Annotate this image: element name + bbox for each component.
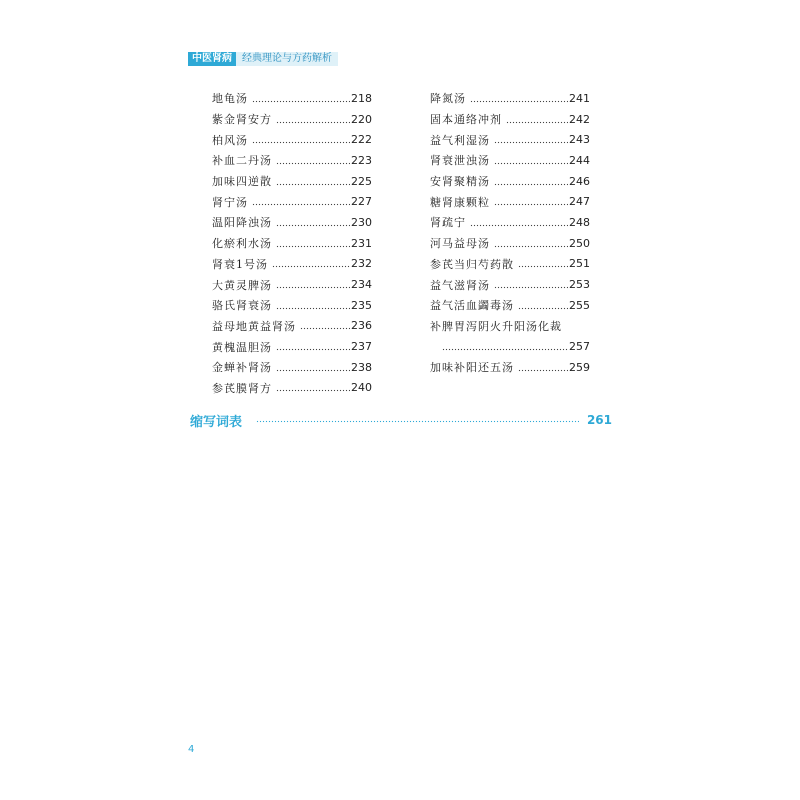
toc-entry[interactable] — [430, 233, 590, 254]
toc-entry[interactable] — [212, 336, 372, 357]
toc-entry-title: 黄槐温胆汤 — [212, 340, 272, 354]
toc-entry-page: 259 — [569, 360, 590, 374]
toc-entry-title: 补脾胃泻阴火升阳汤化裁 — [430, 319, 562, 333]
toc-right-column — [430, 88, 590, 378]
toc-entry-page: 237 — [351, 340, 372, 354]
toc-entry[interactable] — [430, 150, 590, 171]
leader-dots — [276, 217, 350, 228]
toc-entry-title: 河马益母汤 — [430, 237, 490, 251]
leader-dots — [494, 196, 568, 207]
leader-dots — [276, 382, 350, 393]
toc-entry-page: 255 — [569, 298, 590, 312]
toc-entry[interactable] — [212, 150, 372, 171]
toc-entry-title: 大黄灵脾汤 — [212, 278, 272, 292]
toc-entry[interactable] — [212, 109, 372, 130]
toc-entry[interactable] — [212, 316, 372, 337]
leader-dots — [276, 114, 350, 125]
toc-entry-title: 益气滋肾汤 — [430, 278, 490, 292]
running-header — [188, 52, 338, 66]
leader-dots — [506, 114, 568, 125]
leader-dots — [518, 258, 568, 269]
toc-entry[interactable] — [212, 295, 372, 316]
leader-dots — [442, 341, 568, 352]
toc-entry[interactable] — [212, 378, 372, 399]
toc-entry-page: 231 — [351, 236, 372, 250]
toc-entry[interactable] — [212, 274, 372, 295]
toc-section-abbreviations[interactable] — [190, 410, 612, 430]
toc-entry-page: 250 — [569, 236, 590, 250]
toc-entry-page: 236 — [351, 319, 372, 333]
leader-dots — [276, 279, 350, 290]
toc-entry[interactable] — [212, 357, 372, 378]
toc-entry-title: 安肾聚精汤 — [430, 175, 490, 189]
toc-entry-title: 肾疏宁 — [430, 216, 466, 230]
leader-dots — [252, 93, 350, 104]
section-title: 缩写词表 — [190, 414, 243, 430]
leader-dots — [276, 362, 350, 373]
section-page: 261 — [586, 413, 612, 427]
leader-dots — [276, 300, 350, 311]
leader-dots — [494, 279, 568, 290]
toc-entry[interactable] — [430, 171, 590, 192]
toc-entry[interactable] — [212, 191, 372, 212]
toc-entry-page: 218 — [351, 91, 372, 105]
toc-entry-title: 柏风汤 — [212, 133, 248, 147]
toc-entry-page: 253 — [569, 278, 590, 292]
toc-entry[interactable] — [430, 295, 590, 316]
toc-entry[interactable] — [212, 212, 372, 233]
toc-entry-title: 化瘀利水汤 — [212, 237, 272, 251]
toc-entry[interactable] — [430, 129, 590, 150]
toc-entry-title: 骆氏肾衰汤 — [212, 299, 272, 313]
leader-dots — [272, 258, 350, 269]
toc-entry-page: 246 — [569, 174, 590, 188]
leader-dots — [300, 320, 350, 331]
leader-dots — [276, 176, 350, 187]
toc-entry-page: 220 — [351, 112, 372, 126]
toc-entry-page: 232 — [351, 257, 372, 271]
toc-entry-title: 参芪膜肾方 — [212, 381, 272, 395]
toc-entry[interactable] — [212, 171, 372, 192]
toc-entry[interactable] — [430, 88, 590, 109]
leader-dots — [518, 300, 568, 311]
leader-dots — [276, 341, 350, 352]
toc-entry-page: 227 — [351, 195, 372, 209]
toc-entry-page: 223 — [351, 153, 372, 167]
toc-entry-page: 242 — [569, 112, 590, 126]
toc-entry-title: 地龟汤 — [212, 92, 248, 106]
toc-entry-title: 补血二丹汤 — [212, 154, 272, 168]
toc-entry[interactable] — [430, 357, 590, 378]
toc-entry-title: 固本通络冲剂 — [430, 113, 502, 127]
page-number: 4 — [188, 744, 195, 755]
leader-dots — [256, 414, 579, 426]
toc-entry-title: 降氮汤 — [430, 92, 466, 106]
toc-left-column — [212, 88, 372, 398]
toc-entry-page: 235 — [351, 298, 372, 312]
toc-entry-page: 240 — [351, 381, 372, 395]
leader-dots — [494, 176, 568, 187]
toc-entry-page: 238 — [351, 360, 372, 374]
leader-dots — [494, 134, 568, 145]
leader-dots — [518, 362, 568, 373]
toc-entry[interactable] — [212, 233, 372, 254]
book-series-badge: 中医肾病 — [188, 52, 236, 66]
toc-entry-page: 241 — [569, 91, 590, 105]
leader-dots — [276, 155, 350, 166]
toc-entry-title: 加味补阳还五汤 — [430, 361, 514, 375]
leader-dots — [494, 238, 568, 249]
toc-entry[interactable] — [430, 212, 590, 233]
leader-dots — [276, 238, 350, 249]
toc-entry-page: 248 — [569, 215, 590, 229]
toc-entry-title: 金蝉补肾汤 — [212, 361, 272, 375]
leader-dots — [494, 155, 568, 166]
toc-entry-title: 糖肾康颗粒 — [430, 195, 490, 209]
toc-entry[interactable] — [430, 274, 590, 295]
toc-entry-page: 234 — [351, 278, 372, 292]
leader-dots — [252, 134, 350, 145]
toc-entry-title: 加味四逆散 — [212, 175, 272, 189]
toc-entry[interactable] — [430, 316, 590, 337]
toc-entry-continuation[interactable] — [430, 336, 590, 357]
toc-entry-title: 益气利湿汤 — [430, 133, 490, 147]
leader-dots — [252, 196, 350, 207]
toc-entry[interactable] — [212, 129, 372, 150]
toc-entry-page: 244 — [569, 153, 590, 167]
leader-dots — [470, 217, 568, 228]
toc-entry[interactable] — [430, 254, 590, 275]
toc-entry-page: 225 — [351, 174, 372, 188]
toc-entry-page: 230 — [351, 215, 372, 229]
toc-entry-title: 益母地黄益肾汤 — [212, 319, 296, 333]
toc-entry-title: 肾宁汤 — [212, 195, 248, 209]
leader-dots — [470, 93, 568, 104]
toc-entry-title: 肾衰泄浊汤 — [430, 154, 490, 168]
toc-entry-title: 肾衰1号汤 — [212, 257, 268, 271]
toc-entry-page: 257 — [569, 340, 590, 354]
toc-entry-page: 243 — [569, 133, 590, 147]
toc-entry-page: 222 — [351, 133, 372, 147]
toc-entry[interactable] — [430, 191, 590, 212]
toc-entry[interactable] — [430, 109, 590, 130]
toc-entry-title: 益气活血蠲毒汤 — [430, 299, 514, 313]
toc-entry-title: 紫金肾安方 — [212, 113, 272, 127]
toc-entry-title: 温阳降浊汤 — [212, 216, 272, 230]
toc-entry-page: 247 — [569, 195, 590, 209]
toc-entry-title: 参芪当归芍药散 — [430, 257, 514, 271]
toc-entry[interactable] — [212, 254, 372, 275]
book-subtitle: 经典理论与方药解析 — [236, 52, 338, 66]
toc-entry-page: 251 — [569, 257, 590, 271]
toc-entry[interactable] — [212, 88, 372, 109]
